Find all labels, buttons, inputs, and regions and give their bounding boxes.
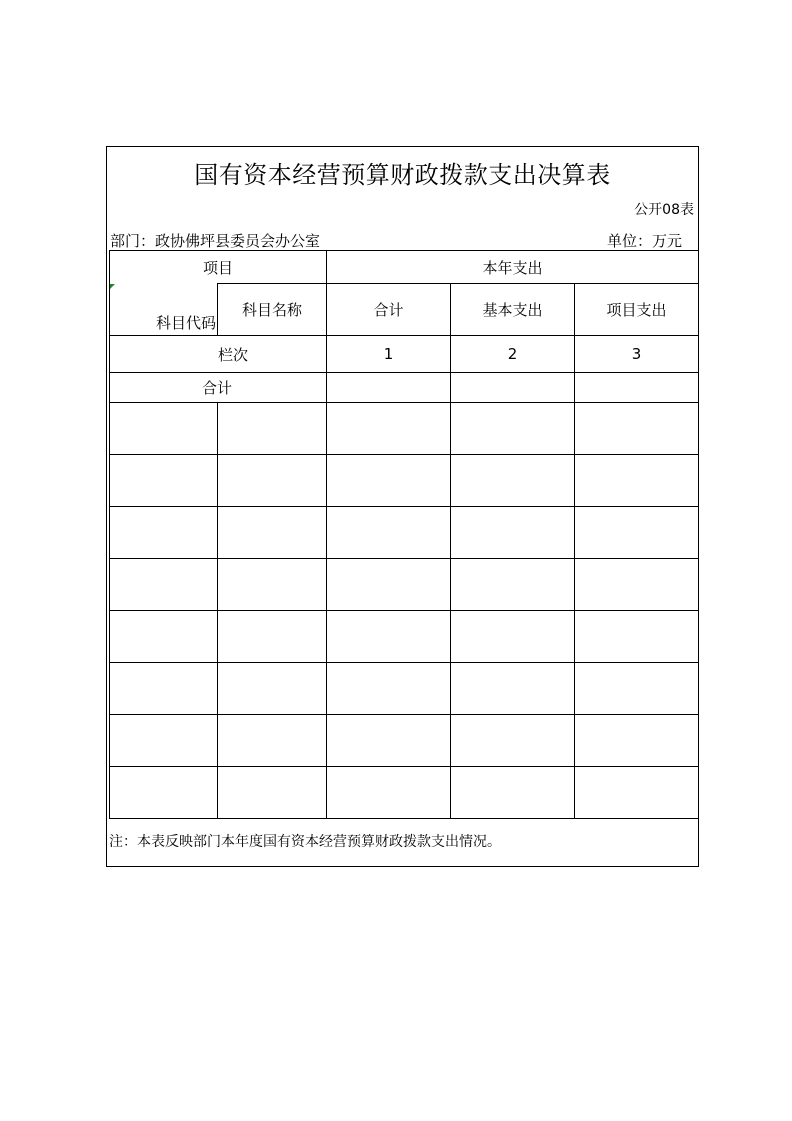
- row-basic: [451, 715, 575, 767]
- form-number: 公开08表: [634, 202, 694, 218]
- header-basic-spending: 基本支出: [451, 284, 575, 336]
- row-total: [327, 507, 451, 559]
- table-row: [110, 507, 699, 559]
- row-project: [575, 507, 699, 559]
- header-subject-code-cell: [110, 284, 218, 336]
- header-project-spending: 项目支出: [575, 284, 699, 336]
- total-row: [110, 373, 699, 403]
- row-basic: [451, 611, 575, 663]
- row-subject-code: [110, 663, 218, 715]
- row-total: [327, 767, 451, 819]
- row-subject-name: [218, 455, 327, 507]
- row-total: [327, 403, 451, 455]
- header-row-1: [110, 251, 699, 284]
- index-row: [110, 336, 699, 373]
- header-row-2: [110, 284, 699, 336]
- row-project: [575, 767, 699, 819]
- row-basic: [451, 403, 575, 455]
- report-title: 国有资本经营预算财政拨款支出决算表: [194, 161, 611, 189]
- row-subject-code: [110, 767, 218, 819]
- table-row: [110, 559, 699, 611]
- row-subject-code: [110, 611, 218, 663]
- table-row: [110, 767, 699, 819]
- total-row-total: [327, 373, 451, 403]
- row-basic: [451, 507, 575, 559]
- row-subject-name: [218, 507, 327, 559]
- row-project: [575, 611, 699, 663]
- total-label: 合计: [110, 373, 327, 403]
- unit-label: 单位：万元: [606, 232, 682, 250]
- table-row: [110, 403, 699, 455]
- table-row: [110, 611, 699, 663]
- row-basic: [451, 559, 575, 611]
- table-row: [110, 715, 699, 767]
- row-subject-name: [218, 767, 327, 819]
- row-project: [575, 403, 699, 455]
- row-total: [327, 663, 451, 715]
- report-sheet: [106, 146, 699, 867]
- total-row-project: [575, 373, 699, 403]
- row-total: [327, 611, 451, 663]
- header-subject-name: 科目名称: [218, 284, 327, 336]
- row-project: [575, 455, 699, 507]
- row-basic: [451, 767, 575, 819]
- table-row: [110, 663, 699, 715]
- total-row-basic: [451, 373, 575, 403]
- header-current-year-spending: 本年支出: [327, 251, 699, 284]
- row-subject-code: [110, 455, 218, 507]
- row-subject-name: [218, 403, 327, 455]
- row-subject-name: [218, 715, 327, 767]
- footnote: 注：本表反映部门本年度国有资本经营预算财政拨款支出情况。: [109, 834, 501, 850]
- table-row: [110, 455, 699, 507]
- header-item: 项目: [110, 251, 327, 284]
- header-subject-code: 科目代码: [155, 314, 216, 332]
- row-subject-name: [218, 559, 327, 611]
- header-total: 合计: [327, 284, 451, 336]
- row-project: [575, 663, 699, 715]
- row-project: [575, 715, 699, 767]
- row-total: [327, 455, 451, 507]
- row-total: [327, 715, 451, 767]
- index-label: 栏次: [110, 336, 327, 373]
- row-subject-code: [110, 403, 218, 455]
- row-project: [575, 559, 699, 611]
- row-subject-code: [110, 507, 218, 559]
- spending-table: [109, 250, 699, 819]
- department-label: 部门：政协佛坪县委员会办公室: [110, 232, 321, 250]
- row-basic: [451, 663, 575, 715]
- index-col-2: 2: [451, 336, 575, 373]
- index-col-1: 1: [327, 336, 451, 373]
- row-subject-name: [218, 611, 327, 663]
- row-subject-code: [110, 559, 218, 611]
- cell-comment-marker: [110, 284, 115, 289]
- index-col-3: 3: [575, 336, 699, 373]
- row-subject-name: [218, 663, 327, 715]
- row-basic: [451, 455, 575, 507]
- row-subject-code: [110, 715, 218, 767]
- row-total: [327, 559, 451, 611]
